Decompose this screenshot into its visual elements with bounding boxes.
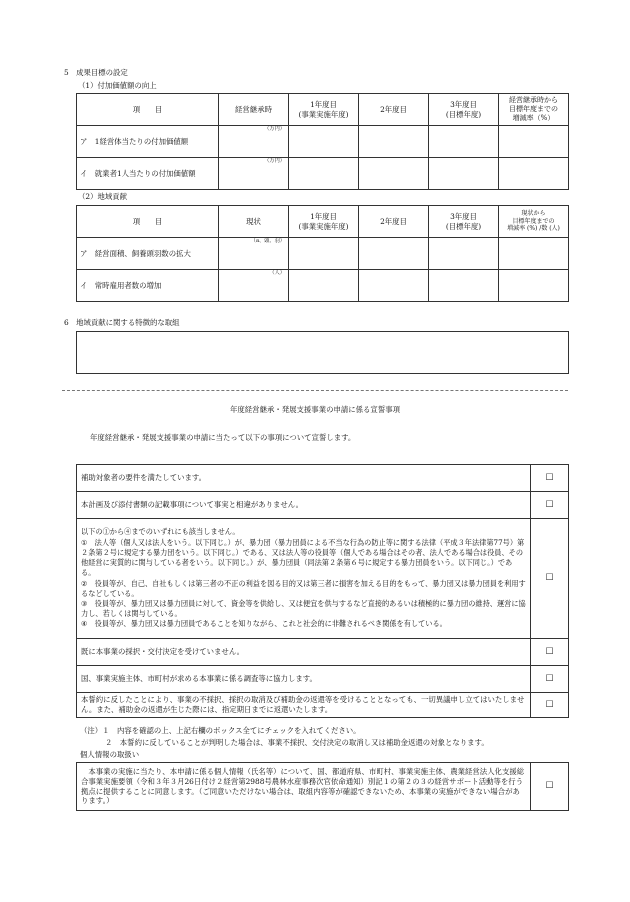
t2-cell[interactable] xyxy=(359,238,429,270)
privacy-checkbox[interactable]: ☐ xyxy=(531,763,569,811)
section6-input-box[interactable] xyxy=(76,331,569,374)
privacy-table xyxy=(76,762,569,811)
regional-contribution-table xyxy=(76,205,569,302)
value-added-table xyxy=(76,93,569,190)
dashed-separator xyxy=(62,390,568,391)
declaration-item: 既に本事業の採択・交付決定を受けていません。 xyxy=(77,639,531,666)
declaration-checkbox[interactable]: ☐ xyxy=(531,519,569,639)
t1-header-item: 項 目 xyxy=(77,94,219,126)
t2-cell[interactable] xyxy=(289,238,359,270)
t2-row-label: イ 常時雇用者数の増加 xyxy=(77,270,219,302)
t1-cell[interactable] xyxy=(289,126,359,158)
note-1: （注）１ 内容を確認の上、上記右欄のボックス全てにチェックを入れてください。 xyxy=(80,726,361,735)
declaration-checkbox[interactable]: ☐ xyxy=(531,465,569,492)
t2-header-current: 現状 xyxy=(219,206,289,238)
t2-cell[interactable] xyxy=(359,270,429,302)
t2-unit: （人） xyxy=(269,270,285,276)
t2-cell[interactable] xyxy=(289,270,359,302)
declaration-item: 本計画及び添付書類の記載事項について事実と相違がありません。 xyxy=(77,492,531,519)
section5-sub1: （1）付加価値額の向上 xyxy=(78,81,157,90)
declaration-checkbox[interactable]: ☐ xyxy=(531,693,569,718)
t2-header-rate: 現状から 目標年度までの 増減率 (%) /数 (人) xyxy=(499,206,569,238)
t1-cell[interactable] xyxy=(289,158,359,190)
declaration-checkbox[interactable]: ☐ xyxy=(531,666,569,693)
t1-header-base: 経営継承時 xyxy=(219,94,289,126)
t1-row-label: イ 就業者1人当たりの付加価値額 xyxy=(77,158,219,190)
t1-unit: （万円） xyxy=(264,158,285,164)
declaration-table xyxy=(76,464,569,718)
t1-row-label: ア 1経営体当たりの付加価値額 xyxy=(77,126,219,158)
declaration-checkbox[interactable]: ☐ xyxy=(531,492,569,519)
t2-header-year2: 2年度目 xyxy=(359,206,429,238)
t2-header-year3: 3年度目 (目標年度) xyxy=(429,206,499,238)
t1-header-year2: 2年度目 xyxy=(359,94,429,126)
declaration-checkbox[interactable]: ☐ xyxy=(531,639,569,666)
declaration-title: 年度経営継承・発展支援事業の申請に係る宣誓事項 xyxy=(230,405,400,414)
declaration-item: 補助対象者の要件を満たしています。 xyxy=(77,465,531,492)
t1-header-rate: 経営継承時から 目標年度までの 増減率（%） xyxy=(499,94,569,126)
section5-sub2: （2）地域貢献 xyxy=(78,192,128,201)
t1-header-year3: 3年度目 (目標年度) xyxy=(429,94,499,126)
privacy-title: 個人情報の取扱い xyxy=(80,750,140,759)
t1-cell[interactable] xyxy=(359,126,429,158)
t1-unit: （万円） xyxy=(264,126,285,132)
t2-row-label: ア 経営面積、飼養頭羽数の拡大 xyxy=(77,238,219,270)
t1-cell[interactable] xyxy=(359,158,429,190)
declaration-item: 本誓約に反したことにより、事業の不採択、採択の取消及び補助金の返還等を受けることとなっても、一切異議申し立てはいたしません。また、補助金の返還が生じた際には、指定期日までに返還いたします。 xyxy=(77,693,531,718)
t1-cell[interactable] xyxy=(499,158,569,190)
note-2: ２ 本誓約に反していることが判明した場合は、事業不採択、交付決定の取消し又は補助金返還の対象となります。 xyxy=(105,738,489,747)
t2-unit: （a、頭、羽） xyxy=(250,238,285,244)
t2-cell[interactable] xyxy=(499,270,569,302)
t1-cell[interactable] xyxy=(429,126,499,158)
t2-cell[interactable] xyxy=(429,270,499,302)
declaration-item-antisocial: 以下の①から④までのいずれにも該当しません。 ① 法人等（個人又は法人をいう。以下同じ。）が、暴力団（暴力団員による不当な行為の防止等に関する法律（平成３年法律第77号）第２条第２号に規定する暴力団をいう。以下同じ。）である、又は法人等の役員等（個人である場合はその者、法人である場合は役員、その他経営に実質的に関与している者をいう。以下同じ。）が、暴力団員（同法第２条第６号に規定する暴力団員をいう。以下同じ。）である。 ② 役員等が、自己、自社もしくは第三者の不正の利益を図る目的又は第三者に損害を加える目的をもって、暴力団又は暴力団員を利用するなどしている。 ③ 役員等が、暴力団又は暴力団員に対して、資金等を供給し、又は便宜を供与するなど直接的あるいは積極的に暴力団の維持、運営に協力し、若しくは関与している。 ④ 役員等が、暴力団又は暴力団員であることを知りながら、これと社会的に非難されるべき関係を有している。 xyxy=(77,519,531,639)
declaration-item: 国、事業実施主体、市町村が求める本事業に係る調査等に協力します。 xyxy=(77,666,531,693)
t2-cell[interactable] xyxy=(429,238,499,270)
section5-title: 5 成果目標の設定 xyxy=(64,68,128,77)
t2-cell[interactable] xyxy=(499,238,569,270)
t2-header-year1: 1年度目 (事業実施年度) xyxy=(289,206,359,238)
section6-title: 6 地域貢献に関する特徴的な取組 xyxy=(64,318,180,327)
declaration-intro: 年度経営継承・発展支援事業の申請に当たって以下の事項について宣誓します。 xyxy=(90,433,356,442)
t1-header-year1: 1年度目 (事業実施年度) xyxy=(289,94,359,126)
t2-header-item: 項 目 xyxy=(77,206,219,238)
t1-cell[interactable] xyxy=(499,126,569,158)
privacy-text: 本事業の実施に当たり、本申請に係る個人情報（氏名等）について、国、都道府県、市町村、事業実施主体、農業経営法人化支援総合事業実施要領（令和３年３月26日付け２経営第2988号農林水産事務次官依命通知）別記１の第２の３の経営サポート活動等を行う拠点に提供することに同意します。（ご同意いただけない場合は、取組内容等が確認できないため、本事業の実施ができない場合があります。） xyxy=(77,763,531,811)
t1-cell[interactable] xyxy=(429,158,499,190)
